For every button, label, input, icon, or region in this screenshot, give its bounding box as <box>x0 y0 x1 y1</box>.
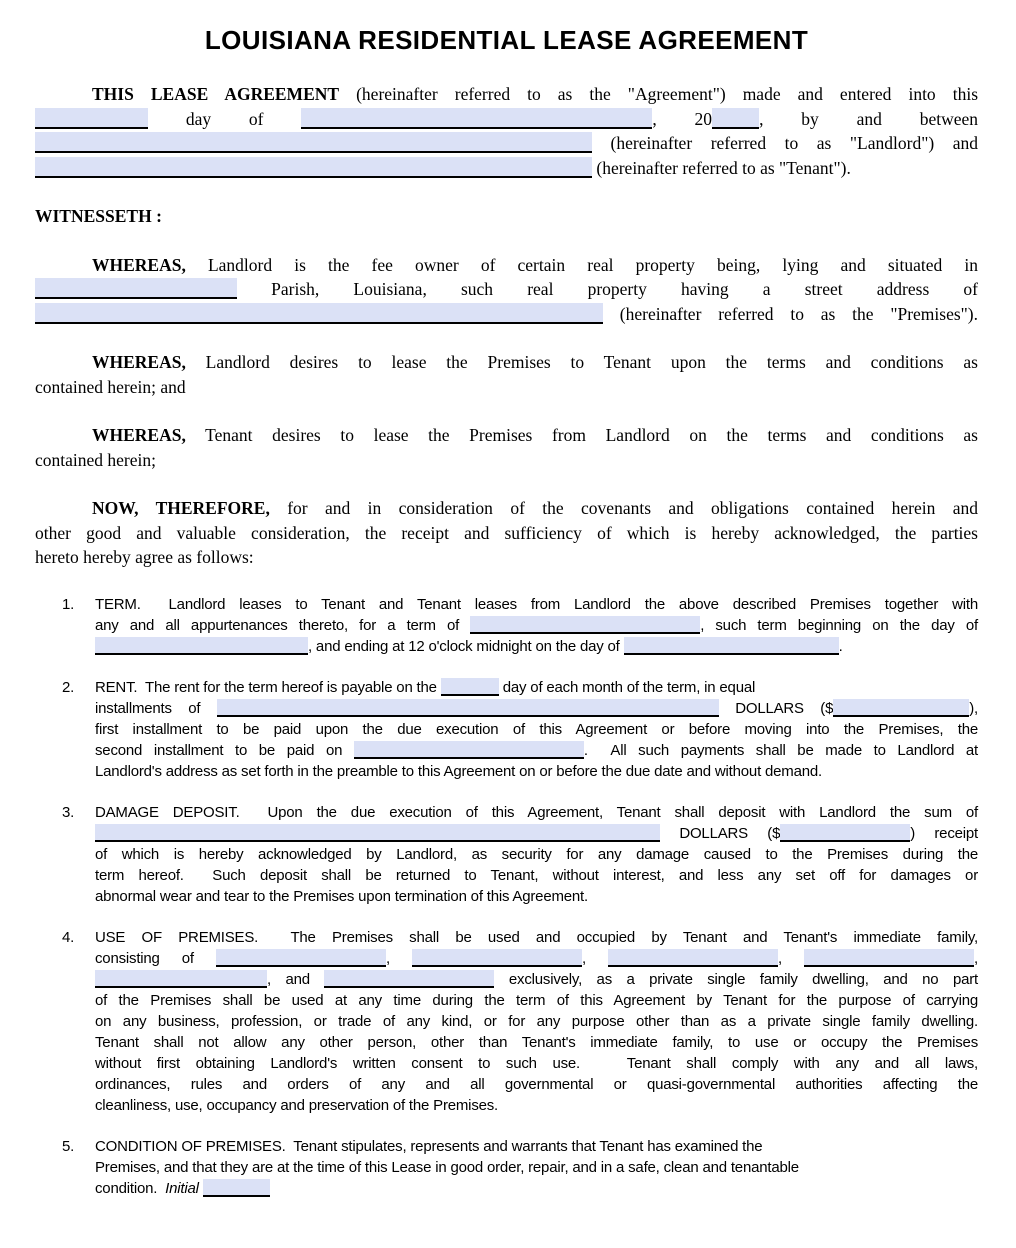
text-run: Premises, and that they are at the time of this Lease in good order, repair, and in a safe, clean and tenantable <box>95 1158 799 1176</box>
text-line <box>35 156 978 181</box>
list-item-body <box>95 1136 978 1199</box>
text-run: . All such payments shall be made to Landlord at <box>583 741 978 759</box>
list-item-body <box>95 677 978 782</box>
text-run: , such term beginning on the day of <box>700 616 978 634</box>
text-run: USE OF PREMISES. The Premises shall be used and occupied by Tenant and Tenant's immediate family, <box>95 928 978 946</box>
text-run: hereto hereby agree as follows: <box>35 547 254 567</box>
text-run: any and all appurtenances thereto, for a term of <box>95 616 471 634</box>
text-line <box>95 865 978 886</box>
occupant-3-blank[interactable] <box>608 949 778 967</box>
list-item-number: 3. <box>62 803 75 821</box>
text-run: ), <box>969 699 979 717</box>
text-run: day of each month of the term, in equal <box>498 678 756 696</box>
witnesseth-heading <box>35 204 978 229</box>
text-run: (hereinafter referred to as the "Premises"). <box>603 303 978 324</box>
list-item-rent <box>35 677 978 782</box>
text-run: . <box>838 637 843 655</box>
text-line <box>35 521 978 546</box>
text-run: contained herein; <box>35 449 156 470</box>
deposit-amount-number-blank[interactable] <box>780 824 910 842</box>
text-run: Landlord is the fee owner of certain real property being, lying and situated in <box>185 254 978 275</box>
text-run: NOW, THEREFORE, <box>92 498 270 518</box>
text-run: on any business, profession, or trade of any kind, or for any purpose other than as a private single family dwelling. <box>95 1012 978 1030</box>
term-end-date-blank[interactable] <box>624 637 839 655</box>
text-run: (hereinafter referred to as "Tenant"). <box>592 157 851 178</box>
text-line <box>95 1074 978 1095</box>
list-item-term <box>35 594 978 657</box>
deposit-amount-words-blank[interactable] <box>95 824 660 842</box>
list-item-body <box>95 927 978 1116</box>
text-run: (hereinafter referred to as "Landlord") and <box>592 133 978 153</box>
text-line <box>95 698 978 719</box>
text-run: WHEREAS, <box>92 254 186 275</box>
year-blank[interactable] <box>712 108 759 129</box>
text-run: THIS LEASE AGREEMENT <box>92 84 340 104</box>
text-line <box>95 761 978 782</box>
text-line <box>95 823 978 844</box>
text-line <box>35 545 978 570</box>
text-run: Landlord desires to lease the Premises to Tenant upon the terms and conditions as <box>185 352 978 372</box>
tenant-name-blank[interactable] <box>35 157 592 178</box>
text-run: of the Premises shall be used at any time during the term of this Agreement by Tenant for the purpose of carrying <box>95 991 978 1009</box>
text-line <box>95 844 978 865</box>
text-line <box>95 719 978 740</box>
text-run: second installment to be paid on <box>95 741 354 759</box>
second-installment-date-blank[interactable] <box>354 741 584 759</box>
term-length-blank[interactable] <box>470 616 700 634</box>
text-run: Parish, Louisiana, such real property having a street address of <box>237 279 978 299</box>
text-line <box>95 1053 978 1074</box>
text-line <box>95 1178 978 1199</box>
text-run: Initial <box>165 1179 199 1197</box>
list-item-body <box>95 594 978 657</box>
text-run: consisting of <box>95 949 216 967</box>
text-run: condition. <box>95 1179 166 1197</box>
text-line <box>35 496 978 521</box>
text-run: ordinances, rules and orders of any and all governmental or quasi-governmental authorities affecting the <box>95 1075 978 1093</box>
list-item-damage-deposit <box>35 802 978 907</box>
text-line <box>95 969 978 990</box>
text-line <box>95 636 978 657</box>
text-run: without first obtaining Landlord's written consent to such use. Tenant shall comply with any and all laws, <box>95 1054 978 1072</box>
month-blank[interactable] <box>301 108 652 129</box>
text-line <box>95 740 978 761</box>
text-line <box>35 253 978 278</box>
text-line <box>95 948 978 969</box>
text-line <box>35 107 978 132</box>
term-start-date-blank[interactable] <box>95 637 308 655</box>
text-line <box>35 375 978 400</box>
occupant-5-blank[interactable] <box>95 970 267 988</box>
text-run: TERM. Landlord leases to Tenant and Tenant leases from Landlord the above described Premises together with <box>95 595 978 613</box>
text-line <box>35 82 978 107</box>
text-run: cleanliness, use, occupancy and preservation of the Premises. <box>95 1096 499 1114</box>
text-run: , by and between <box>759 108 978 129</box>
text-run: installments of <box>95 699 217 717</box>
text-run: Tenant desires to lease the Premises from Landlord on the terms and conditions as <box>185 425 978 445</box>
text-line <box>95 990 978 1011</box>
list-item-number: 4. <box>62 928 75 946</box>
list-item-number: 2. <box>62 678 75 696</box>
text-run: Tenant shall not allow any other person, other than Tenant's immediate family, to use or occupy the Premises <box>95 1033 978 1051</box>
parish-blank[interactable] <box>35 278 237 299</box>
text-run: exclusively, as a private single family dwelling, and no part <box>494 970 978 988</box>
text-line <box>35 204 978 229</box>
occupant-6-blank[interactable] <box>324 970 494 988</box>
text-run: day of <box>148 108 302 129</box>
text-line <box>95 1095 978 1116</box>
text-line <box>95 677 978 698</box>
preamble-section <box>35 82 978 570</box>
text-line <box>95 594 978 615</box>
rent-amount-words-blank[interactable] <box>217 699 719 717</box>
text-run: other good and valuable consideration, the receipt and sufficiency of which is hereby acknowledged, the parties <box>35 522 978 543</box>
text-line <box>95 1011 978 1032</box>
text-run: CONDITION OF PREMISES. Tenant stipulates, represents and warrants that Tenant has examined the <box>95 1137 763 1155</box>
text-run: , <box>974 949 978 967</box>
text-line <box>95 1136 978 1157</box>
text-run: DOLLARS ($ <box>660 824 781 842</box>
rent-amount-number-blank[interactable] <box>833 699 969 717</box>
rent-due-day-blank[interactable] <box>441 678 499 696</box>
text-run: WITNESSETH : <box>35 206 162 226</box>
text-run: , and <box>267 970 325 988</box>
list-item-number: 1. <box>62 595 75 613</box>
text-line <box>95 615 978 636</box>
text-line <box>95 1157 978 1178</box>
text-run: ) receipt <box>910 824 979 842</box>
page-title: LOUISIANA RESIDENTIAL LEASE AGREEMENT <box>204 25 809 55</box>
initial-blank[interactable] <box>203 1179 270 1197</box>
text-line <box>35 277 978 302</box>
text-run: term hereof. Such deposit shall be returned to Tenant, without interest, and less any set off for damages or <box>95 866 978 884</box>
day-blank[interactable] <box>35 108 148 129</box>
text-line <box>95 927 978 948</box>
street-address-blank[interactable] <box>35 303 603 324</box>
text-run: for and in consideration of the covenants and obligations contained herein and <box>269 498 978 518</box>
text-run: of which is hereby acknowledged by Landlord, as security for any damage caused to the Premises during the <box>95 845 978 863</box>
text-line <box>35 448 978 473</box>
text-run: abnormal wear and tear to the Premises upon termination of this Agreement. <box>95 887 588 905</box>
list-item-body <box>95 802 978 907</box>
list-item-use-of-premises <box>35 927 978 1116</box>
whereas-landlord-desires <box>35 350 978 399</box>
text-run: DOLLARS ($ <box>718 699 834 717</box>
list-item-number: 5. <box>62 1137 75 1155</box>
occupant-2-blank[interactable] <box>412 949 582 967</box>
text-line <box>95 1032 978 1053</box>
landlord-name-blank[interactable] <box>35 132 592 153</box>
intro-paragraph <box>35 82 978 180</box>
text-run: (hereinafter referred to as the "Agreement") made and entered into this <box>339 84 979 104</box>
text-line <box>95 886 978 907</box>
text-line <box>95 802 978 823</box>
text-run: , 20 <box>652 108 713 129</box>
text-run: first installment to be paid upon the due execution of this Agreement or before moving into the Premises, the <box>95 720 978 738</box>
text-line <box>35 131 978 156</box>
whereas-fee-owner <box>35 253 978 327</box>
occupant-1-blank[interactable] <box>216 949 386 967</box>
text-run: contained herein; and <box>35 376 186 397</box>
text-run: , <box>581 949 608 967</box>
now-therefore <box>35 496 978 570</box>
text-line <box>35 302 978 327</box>
occupant-4-blank[interactable] <box>804 949 974 967</box>
whereas-tenant-desires <box>35 423 978 472</box>
text-run: , <box>385 949 412 967</box>
text-run: Landlord's address as set forth in the preamble to this Agreement on or before the due date and without demand. <box>95 762 822 780</box>
text-line <box>35 423 978 448</box>
text-run: , <box>778 949 805 967</box>
text-line <box>35 350 978 375</box>
clauses-list <box>35 594 978 1199</box>
text-run: WHEREAS, <box>92 352 186 372</box>
text-run: , and ending at 12 o'clock midnight on the day of <box>308 637 624 655</box>
text-run: DAMAGE DEPOSIT. Upon the due execution of this Agreement, Tenant shall deposit with Landlord the sum of <box>95 803 978 821</box>
list-item-condition-of-premises <box>35 1136 978 1199</box>
text-run: WHEREAS, <box>92 425 186 445</box>
text-run: RENT. The rent for the term hereof is payable on the <box>95 678 441 696</box>
